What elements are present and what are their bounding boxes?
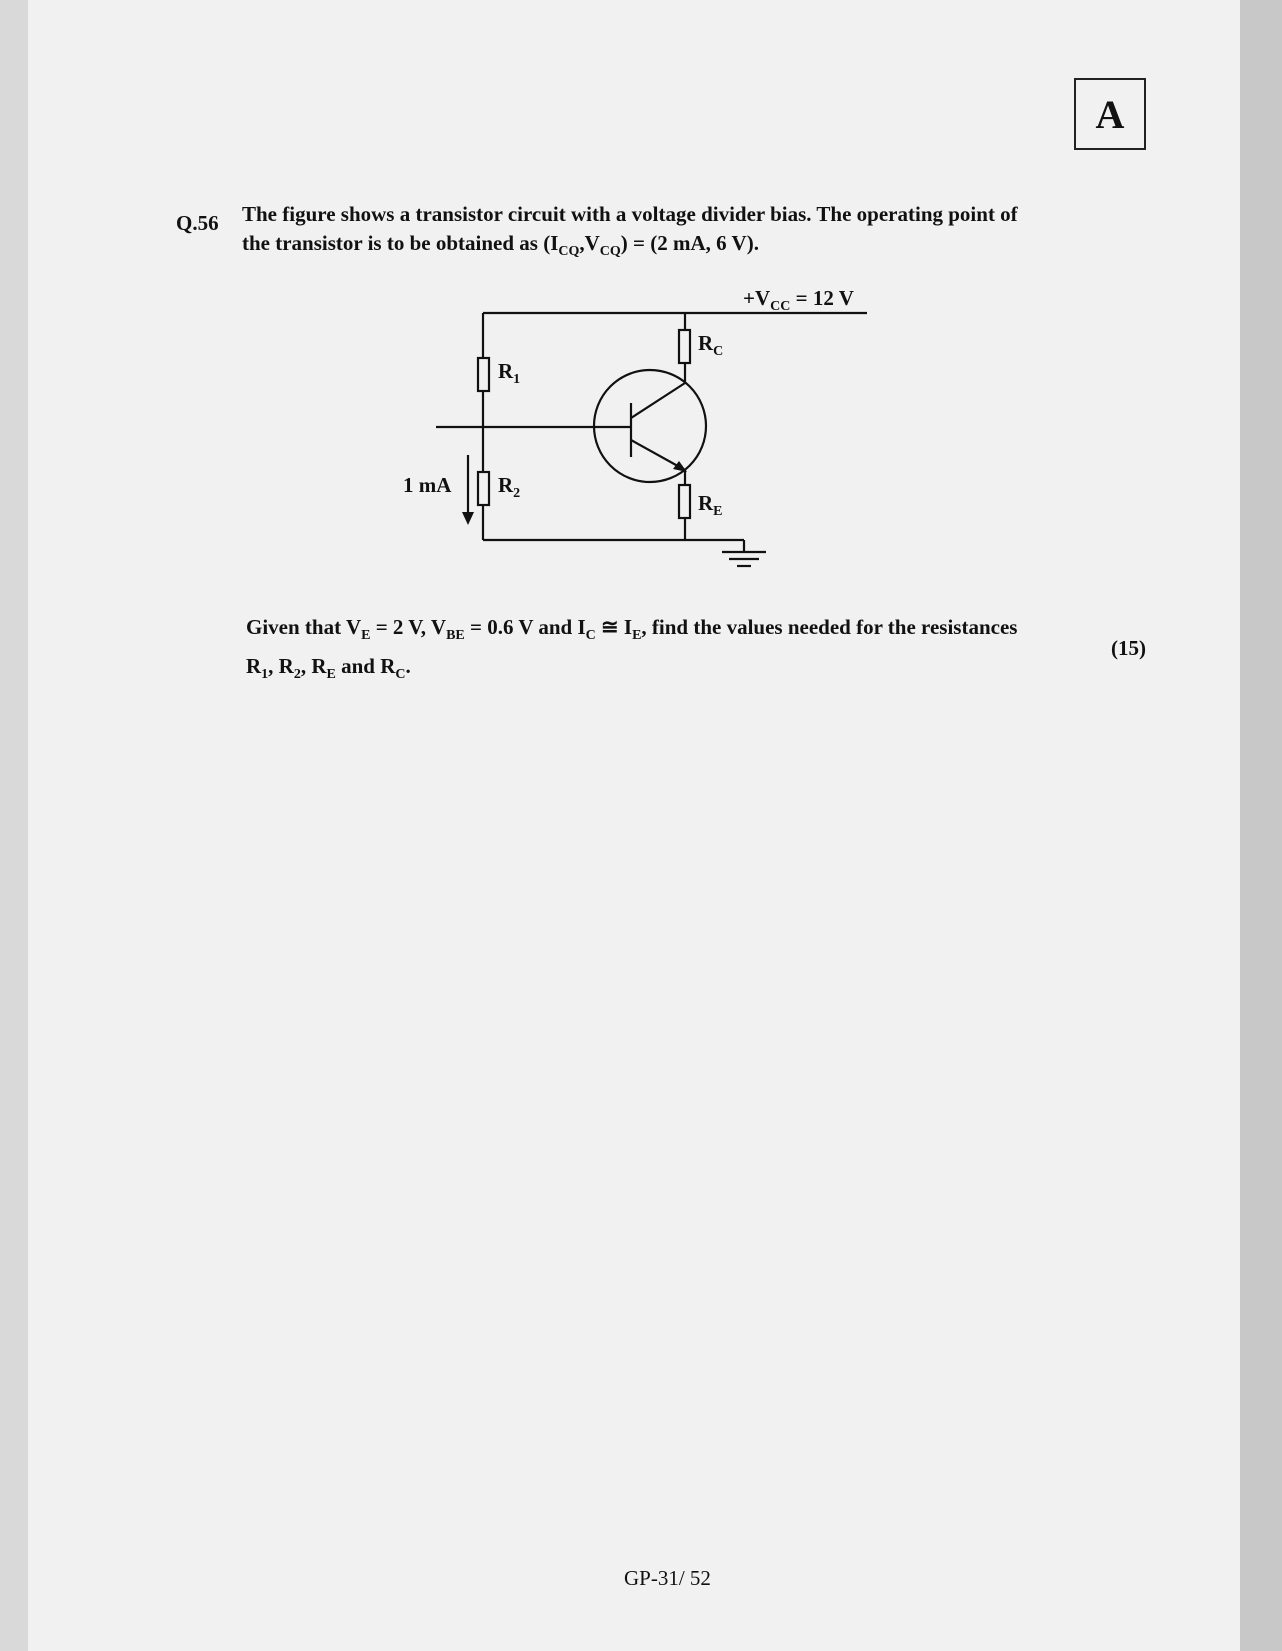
- question-line-1: The figure shows a transistor circuit with a voltage divider bias. The operating point of: [242, 202, 1018, 226]
- emitter-arrow-icon: [673, 461, 687, 472]
- vcc-label: $+V_{CC} = 12$ V: [743, 286, 854, 314]
- r1-label: $R_1$: [498, 359, 521, 387]
- current-label: 1 mA: [403, 473, 452, 497]
- given-line-1: Given that $V_E = 2$ V, $V_{BE} = 0.6$ V and $I_C$ ≅ $I_E$, find the values needed for the resistances: [246, 615, 1018, 644]
- question-line-2: the transistor is to be obtained as $(I_{CQ},V_{CQ}) = (2$ mA, 6 V).: [242, 231, 759, 260]
- resistor-re: [679, 485, 690, 518]
- set-label: A: [1095, 91, 1125, 137]
- given-line-2: $R_1$, $R_2$, $R_E$ and $R_C$.: [246, 654, 411, 683]
- resistor-r1: [478, 358, 489, 391]
- re-label: $R_E$: [698, 491, 723, 519]
- page-number: GP-31/ 52: [624, 1566, 711, 1590]
- question-marks: (15): [1111, 636, 1146, 660]
- current-arrow-icon: [462, 512, 474, 525]
- r2-label: $R_2$: [498, 473, 521, 501]
- question-number: Q.56: [176, 211, 219, 235]
- resistor-rc: [679, 330, 690, 363]
- resistor-r2: [478, 472, 489, 505]
- given-text: [246, 612, 1096, 690]
- rc-label: $R_C$: [698, 331, 724, 359]
